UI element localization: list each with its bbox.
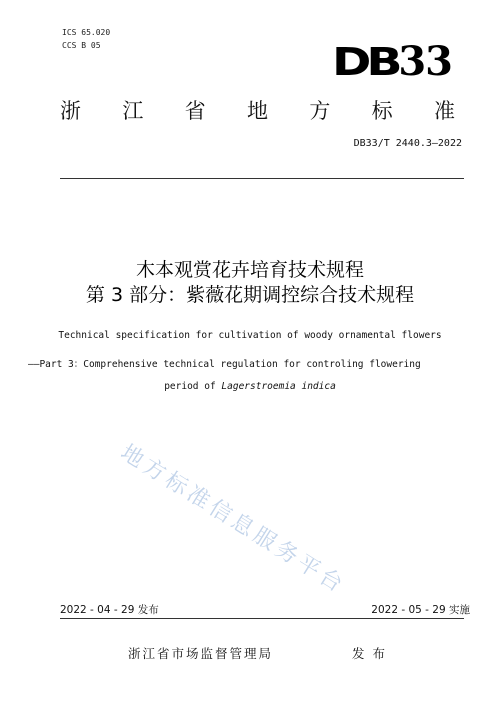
- ics-code: ICS 65.020: [62, 28, 111, 37]
- issuing-authority: 浙江省市场监督管理局: [128, 646, 274, 661]
- watermark: 地方标准信息服务平台: [116, 440, 350, 600]
- main-title: 木本观赏花卉培育技术规程: [135, 259, 364, 281]
- classification-codes: [62, 26, 110, 52]
- part-title: 第 3 部分：紫薇花期调控综合技术规程: [85, 284, 415, 306]
- top-divider: [60, 178, 464, 179]
- standard-type-char: 江: [122, 99, 144, 123]
- standard-number: DB33/T 2440.3—2022: [353, 138, 462, 149]
- bottom-divider: [60, 618, 464, 619]
- implementation-date: 2022 - 05 - 29 实施: [371, 604, 470, 616]
- logo-prefix: DB: [331, 40, 398, 84]
- standard-type-char: 浙: [60, 99, 81, 123]
- db33-logo: [332, 40, 452, 84]
- species-name: Lagerstroemia indica: [221, 381, 336, 392]
- standard-type-char: 省: [184, 99, 206, 123]
- logo-number: 33: [398, 38, 452, 85]
- ccs-code: CCS B 05: [62, 41, 101, 50]
- english-title-prefix: period of: [164, 381, 222, 392]
- issue-date: 2022 - 04 - 29 发布: [60, 604, 159, 616]
- standard-type-char: 方: [309, 99, 331, 123]
- standard-type-char: 标: [371, 99, 393, 123]
- standard-type-char: 地: [246, 99, 268, 123]
- english-title-line3: [0, 381, 500, 392]
- standard-type-char: 准: [433, 99, 455, 123]
- english-title-line1: Technical specification for cultivation of woody ornamental flowers: [58, 330, 442, 341]
- english-title-line2: ——Part 3：Comprehensive technical regulation for controling flowering: [28, 359, 421, 370]
- standard-type-heading: [60, 98, 455, 124]
- issue-label: 发 布: [352, 646, 387, 661]
